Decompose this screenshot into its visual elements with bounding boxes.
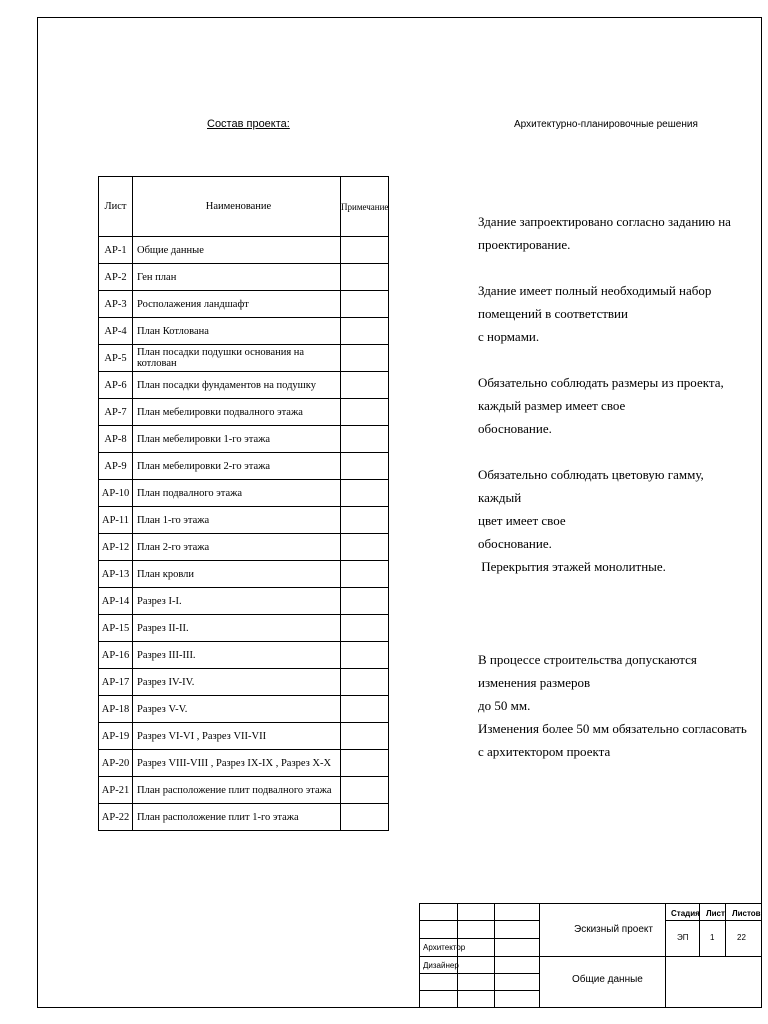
sheet-note bbox=[341, 642, 389, 669]
sheet-note bbox=[341, 237, 389, 264]
table-row bbox=[99, 264, 389, 291]
sheet-code: АР-16 bbox=[99, 642, 133, 669]
sheet-note bbox=[341, 291, 389, 318]
note-line: обоснование. bbox=[478, 421, 552, 436]
col-name-header: Наименование bbox=[133, 177, 341, 237]
stage-value: ЭП bbox=[677, 933, 689, 942]
sheet-code: АР-21 bbox=[99, 777, 133, 804]
sheet-name: План мебелировки 2-го этажа bbox=[133, 453, 341, 480]
sheet-code: АР-15 bbox=[99, 615, 133, 642]
note-line: Здание запроектировано согласно заданию на bbox=[478, 214, 731, 229]
table-row bbox=[99, 696, 389, 723]
sheet-code: АР-17 bbox=[99, 669, 133, 696]
sheet-note bbox=[341, 372, 389, 399]
sheet-note bbox=[341, 804, 389, 831]
table-row bbox=[99, 723, 389, 750]
table-row bbox=[99, 588, 389, 615]
sheet-name: Разрез V-V. bbox=[133, 696, 341, 723]
sheet-label: Лист bbox=[706, 909, 725, 918]
sheet-name: План Котлована bbox=[133, 318, 341, 345]
table-row bbox=[99, 777, 389, 804]
designer-label: Дизайнер bbox=[423, 961, 459, 970]
note-paragraph bbox=[478, 463, 748, 578]
note-line: Изменения более 50 мм обязательно согласовать bbox=[478, 721, 747, 736]
composition-title: Состав проекта: bbox=[207, 118, 290, 130]
sheet-note bbox=[341, 480, 389, 507]
sheet-code: АР-7 bbox=[99, 399, 133, 426]
table-header-row bbox=[99, 177, 389, 237]
stage-label: Стадия bbox=[671, 909, 700, 918]
sheet-note bbox=[341, 561, 389, 588]
note-line: Перекрытия этажей монолитные. bbox=[478, 559, 666, 574]
sheet-note bbox=[341, 399, 389, 426]
sheet-name: Общие данные bbox=[133, 237, 341, 264]
sheet-name: План 2-го этажа bbox=[133, 534, 341, 561]
table-row bbox=[99, 237, 389, 264]
sheet-note bbox=[341, 723, 389, 750]
sheet-name: План кровли bbox=[133, 561, 341, 588]
sheet-note bbox=[341, 615, 389, 642]
table-row bbox=[99, 534, 389, 561]
table-row bbox=[99, 561, 389, 588]
table-row bbox=[99, 426, 389, 453]
note-line: Здание имеет полный необходимый набор bbox=[478, 283, 712, 298]
table-row bbox=[99, 642, 389, 669]
table-row bbox=[99, 453, 389, 480]
col-note-header: Примечание bbox=[341, 177, 389, 237]
note-line: В процессе строительства допускаются bbox=[478, 652, 697, 667]
sheet-note bbox=[341, 453, 389, 480]
sheet-name: План подвалного этажа bbox=[133, 480, 341, 507]
sheet-code: АР-13 bbox=[99, 561, 133, 588]
sheet-code: АР-11 bbox=[99, 507, 133, 534]
note-paragraph bbox=[478, 279, 748, 348]
sheet-title: Общие данные bbox=[572, 974, 643, 985]
note-line: каждый размер имеет свое bbox=[478, 398, 626, 413]
sheet-note bbox=[341, 534, 389, 561]
note-line: помещений в соответствии bbox=[478, 306, 628, 321]
stamp-line bbox=[494, 903, 495, 1008]
table-row bbox=[99, 345, 389, 372]
sheet-note bbox=[341, 777, 389, 804]
table-row bbox=[99, 750, 389, 777]
sheet-code: АР-3 bbox=[99, 291, 133, 318]
stamp-line bbox=[419, 920, 539, 921]
sheet-note bbox=[341, 588, 389, 615]
table-row bbox=[99, 291, 389, 318]
stamp-line bbox=[725, 903, 726, 956]
table-row bbox=[99, 507, 389, 534]
note-paragraph bbox=[478, 210, 748, 256]
sheet-note bbox=[341, 696, 389, 723]
sheet-note bbox=[341, 318, 389, 345]
note-line: Обязательно соблюдать цветовую гамму, каждый bbox=[478, 467, 704, 505]
sheet-name: План 1-го этажа bbox=[133, 507, 341, 534]
sheet-code: АР-4 bbox=[99, 318, 133, 345]
sheet-name: План посадки фундаментов на подушку bbox=[133, 372, 341, 399]
note-paragraph bbox=[478, 371, 748, 440]
sheet-name: Разрез III-III. bbox=[133, 642, 341, 669]
architect-label: Архитектор bbox=[423, 943, 466, 952]
note-paragraph bbox=[478, 648, 748, 763]
note-line: проектирование. bbox=[478, 237, 571, 252]
stamp-line bbox=[419, 938, 539, 939]
stamp-line bbox=[457, 903, 458, 1008]
sheet-code: АР-12 bbox=[99, 534, 133, 561]
note-line: цвет имеет свое bbox=[478, 513, 566, 528]
sheet-note bbox=[341, 669, 389, 696]
stamp-line bbox=[665, 903, 666, 1008]
sheet-value: 1 bbox=[710, 933, 715, 942]
table-row bbox=[99, 318, 389, 345]
note-line: Обязательно соблюдать размеры из проекта, bbox=[478, 375, 724, 390]
section-title: Архитектурно-планировочные решения bbox=[514, 119, 698, 130]
note-line: обоснование. bbox=[478, 536, 552, 551]
table-row bbox=[99, 480, 389, 507]
sheet-code: АР-18 bbox=[99, 696, 133, 723]
sheets-value: 22 bbox=[737, 933, 746, 942]
sheet-code: АР-6 bbox=[99, 372, 133, 399]
sheet-name: Разрез IV-IV. bbox=[133, 669, 341, 696]
stamp-line bbox=[665, 920, 762, 921]
sheet-code: АР-9 bbox=[99, 453, 133, 480]
sheet-note bbox=[341, 264, 389, 291]
sheet-name: Разрез VIII-VIII , Разрез IX-IX , Разрез X-X bbox=[133, 750, 341, 777]
sheet-code: АР-19 bbox=[99, 723, 133, 750]
sheet-code: АР-1 bbox=[99, 237, 133, 264]
sheet-name: Ген план bbox=[133, 264, 341, 291]
note-line: с нормами. bbox=[478, 329, 540, 344]
sheet-note bbox=[341, 345, 389, 372]
note-line: изменения размеров bbox=[478, 675, 591, 690]
notes-block bbox=[478, 210, 748, 763]
sheet-list-table bbox=[98, 176, 389, 831]
sheet-code: АР-2 bbox=[99, 264, 133, 291]
note-line: с архитектором проекта bbox=[478, 744, 611, 759]
sheets-label: Листов bbox=[732, 909, 761, 918]
sheet-name: План расположение плит 1-го этажа bbox=[133, 804, 341, 831]
sheet-name: Разрез II-II. bbox=[133, 615, 341, 642]
stamp-line bbox=[419, 903, 762, 904]
sheet-code: АР-10 bbox=[99, 480, 133, 507]
sheet-name: План мебелировки 1-го этажа bbox=[133, 426, 341, 453]
table-row bbox=[99, 615, 389, 642]
sheet-code: АР-22 bbox=[99, 804, 133, 831]
col-sheet-header: Лист bbox=[99, 177, 133, 237]
sheet-code: АР-20 bbox=[99, 750, 133, 777]
project-type: Эскизный проект bbox=[574, 924, 653, 935]
sheet-name: План расположение плит подвалного этажа bbox=[133, 777, 341, 804]
sheet-note bbox=[341, 426, 389, 453]
table-row bbox=[99, 669, 389, 696]
table-row bbox=[99, 399, 389, 426]
sheet-note bbox=[341, 750, 389, 777]
note-line: до 50 мм. bbox=[478, 698, 531, 713]
sheet-name: План посадки подушки основания на котлован bbox=[133, 345, 341, 372]
sheet-note bbox=[341, 507, 389, 534]
sheet-code: АР-5 bbox=[99, 345, 133, 372]
sheet-name: Разрез I-I. bbox=[133, 588, 341, 615]
sheet-code: АР-14 bbox=[99, 588, 133, 615]
sheet-code: АР-8 bbox=[99, 426, 133, 453]
stamp-line bbox=[539, 903, 540, 1008]
title-block bbox=[419, 903, 762, 1008]
sheet-name: План мебелировки подвалного этажа bbox=[133, 399, 341, 426]
stamp-line bbox=[419, 973, 539, 974]
stamp-line bbox=[419, 990, 539, 991]
table-row bbox=[99, 372, 389, 399]
sheet-name: Росполажения ландшафт bbox=[133, 291, 341, 318]
sheet-name: Разрез VI-VI , Разрез VII-VII bbox=[133, 723, 341, 750]
table-row bbox=[99, 804, 389, 831]
stamp-line bbox=[419, 956, 762, 957]
